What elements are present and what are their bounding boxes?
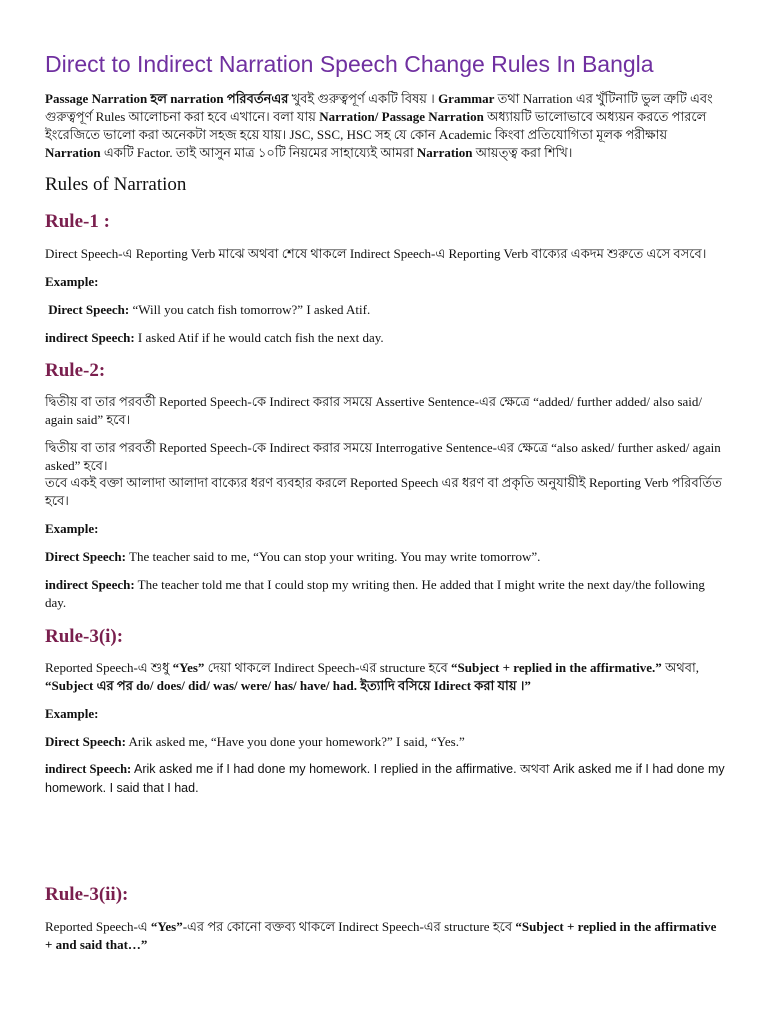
rule-3ii-text: Reported Speech-এ “Yes”-এর পর কোনো বক্তব্য থাকলে Indirect Speech-এর structure হবে “Subject + replied in the affirmative + and said that…” [45, 919, 717, 952]
rule-2-example-label: Example: [45, 521, 99, 536]
rule-3i-text: Reported Speech-এ শুধু “Yes” দেয়া থাকলে Indirect Speech-এর structure হবে “Subject + replied in the affirmative.” অথবা, “Subject এর পর do/ does/ did/ was/ were/ has/ have/ had. ইত্যাদি বসিয়ে Idirect করা যায় ।” [45, 660, 699, 693]
rule-2-text-2: দ্বিতীয় বা তার পরবর্তী Reported Speech-কে Indirect করার সময়ে Interrogative Sentence-এর ক্ষেত্রে “also asked/ further asked/ again asked” হবে। [45, 440, 721, 473]
rule-1-direct: Direct Speech: “Will you catch fish tomorrow?” I asked Atif. [48, 302, 371, 317]
rule-2-text-1: দ্বিতীয় বা তার পরবর্তী Reported Speech-কে Indirect করার সময়ে Assertive Sentence-এর ক্ষেত্রে “added/ further added/ also said/ again said” হবে। [45, 394, 703, 427]
rule-2-direct: Direct Speech: The teacher said to me, “You can stop your writing. You may write tomorrow”. [45, 549, 541, 564]
rule-3ii-heading: Rule-3(ii): [45, 884, 129, 905]
rule-3i-direct: Direct Speech: Arik asked me, “Have you done your homework?” I said, “Yes.” [45, 734, 465, 749]
rule-1-heading: Rule-1 : [45, 211, 110, 232]
rules-heading: Rules of Narration [45, 174, 187, 195]
rule-2-indirect: indirect Speech: The teacher told me that I could stop my writing then. He added that I might write the next day/the following day. [45, 577, 705, 610]
rule-3i-heading: Rule-3(i): [45, 626, 124, 647]
rule-3i-example-label: Example: [45, 706, 99, 721]
rule-2-text-3: তবে একই বক্তা আলাদা আলাদা বাক্যের ধরণ ব্যবহার করলে Reported Speech এর ধরণ বা প্রকৃতি অনুযায়ীই Reporting Verb পরিবর্তিত হবে। [45, 475, 722, 508]
rule-1-indirect: indirect Speech: I asked Atif if he would catch fish the next day. [45, 330, 384, 345]
page-title: Direct to Indirect Narration Speech Change Rules In Bangla [45, 51, 654, 77]
intro-paragraph: Passage Narration হল narration পরিবর্তনএর খুবই গুরুত্বপূর্ণ একটি বিষয় । Grammar তথা Narration এর খুঁটিনাটি ভুল ত্রুটি এবং গুরুত্বপূর্ণ Rules আলোচনা করা হবে এখানে। বলা যায় Narration/ Passage Narration অধ্যায়টি ভালোভাবে অধ্যয়ন করতে পারলে ইংরেজিতে ভালো করা অনেকটা সহজ হয়ে যায়। JSC, SSC, HSC সহ যে কোন Academic কিংবা প্রতিযোগিতা মূলক পরীক্ষায় Narration একটি Factor. তাই আসুন মাত্র ১০টি নিয়মের সাহায্যেই আমরা Narration আয়ত্ত্ব করা শিখি। [45, 91, 713, 160]
rule-2-heading: Rule-2: [45, 360, 106, 381]
rule-1-example-label: Example: [45, 274, 99, 289]
rule-1-text: Direct Speech-এ Reporting Verb মাঝে অথবা শেষে থাকলে Indirect Speech-এ Reporting Verb বাক্যের একদম শুরুতে এসে বসবে। [45, 246, 707, 261]
rule-3i-indirect: indirect Speech: Arik asked me if I had done my homework. I replied in the affirmative. অথবা Arik asked me if I had done my homework. I said that I had. [45, 762, 725, 795]
